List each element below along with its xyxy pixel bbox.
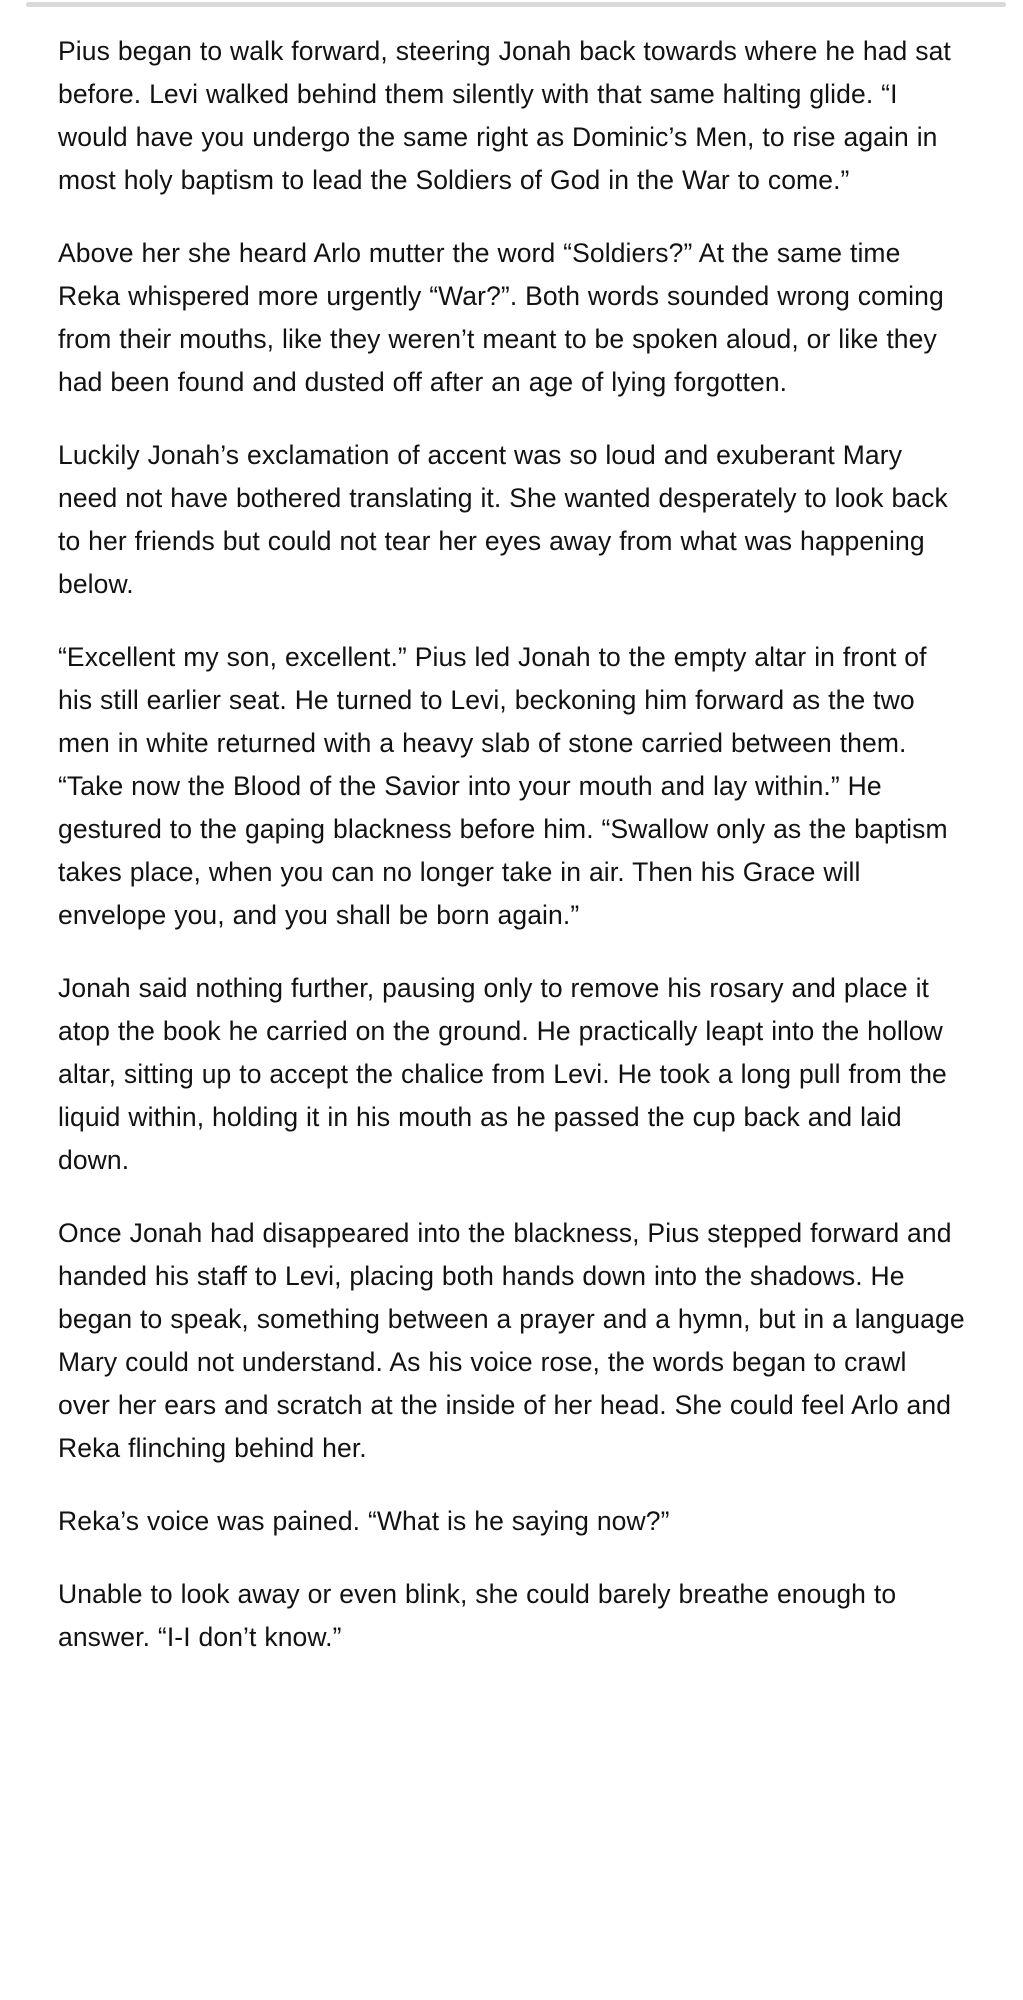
paragraph: Pius began to walk forward, steering Jonah back towards where he had sat before. Levi walked behind them silently with that same halting glide. “I would have you undergo the same right as Dominic’s Men, to rise again in most holy baptism to lead the Soldiers of God in the War to come.” — [58, 36, 951, 195]
paragraph: Reka’s voice was pained. “What is he saying now?” — [58, 1506, 670, 1536]
paragraph: Jonah said nothing further, pausing only to remove his rosary and place it atop the book he carried on the ground. He practically leapt into the hollow altar, sitting up to accept the chalice from Levi. He took a long pull from the liquid within, holding it in his mouth as he passed the cup back and laid down. — [58, 973, 947, 1175]
paragraph: “Excellent my son, excellent.” Pius led Jonah to the empty altar in front of his still earlier seat. He turned to Levi, beckoning him forward as the two men in white returned with a heavy slab of stone carried between them. “Take now the Blood of the Savior into your mouth and lay within.” He gestured to the gaping blackness before him. “Swallow only as the baptism takes place, when you can no longer take in air. Then his Grace will envelope you, and you shall be born again.” — [58, 642, 948, 930]
paragraph: Above her she heard Arlo mutter the word “Soldiers?” At the same time Reka whispered more urgently “War?”. Both words sounded wrong coming from their mouths, like they weren’t meant to be spoken aloud, or like they had been found and dusted off after an age of lying forgotten. — [58, 238, 944, 397]
paragraph: Once Jonah had disappeared into the blackness, Pius stepped forward and handed his staff to Levi, placing both hands down into the shadows. He began to speak, something between a prayer and a hymn, but in a language Mary could not understand. As his voice rose, the words began to crawl over her ears and scratch at the inside of her head. She could feel Arlo and Reka flinching behind her. — [58, 1218, 965, 1463]
paragraph: Unable to look away or even blink, she could barely breathe enough to answer. “I-I don’t know.” — [58, 1579, 897, 1652]
paragraph: Luckily Jonah’s exclamation of accent was so loud and exuberant Mary need not have bothered translating it. She wanted desperately to look back to her friends but could not tear her eyes away from what was happening below. — [58, 440, 948, 599]
